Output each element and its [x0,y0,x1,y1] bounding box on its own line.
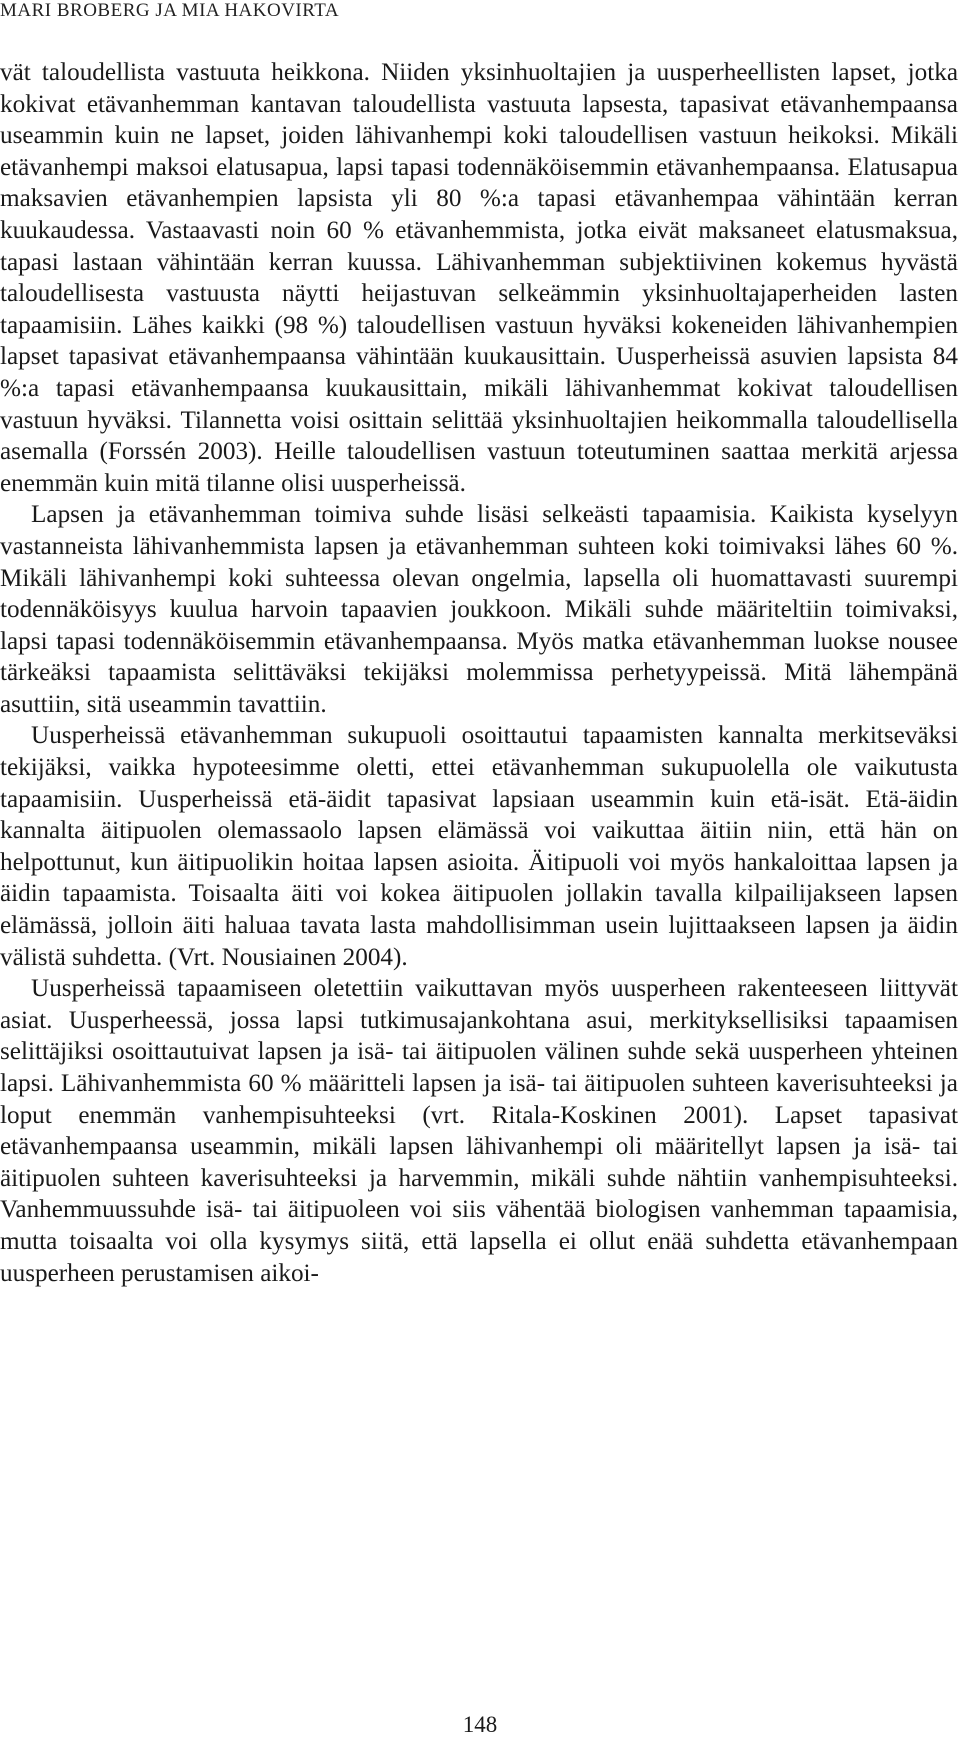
paragraph-3: Uusperheissä etävanhemman sukupuoli osoittautui tapaamisten kannalta merkitseväksi tekijäksi, vaikka hypoteesimme oletti, ettei etävanhemman sukupuolella ole vaikutusta tapaamisiin. Uusperheissä etä-äidit tapasivat lapsiaan useammin kuin etä-isät. Etä-äidin kannalta äitipuolen olemassaolo lapsen elämässä voi vaikuttaa äitiin niin, että hän on helpottunut, kun äitipuolikin hoitaa lapsen asioita. Äitipuoli voi myös hankaloittaa lapsen ja äidin tapaamista. Toisaalta äiti voi kokea äitipuolen jollakin tavalla kilpailijakseen lapsen elämässä, jolloin äiti haluaa tavata lasta mahdollisimman usein lujittaakseen lapsen ja äidin välistä suhdetta. (Vrt. Nousiainen 2004). [0,722,958,971]
page-number: 148 [462,1712,498,1737]
paragraph-4: Uusperheissä tapaamiseen oletettiin vaikuttavan myös uusperheen rakenteeseen liittyvät asiat. Uusperheessä, jossa lapsi tutkimusajankohtana asui, merkityksellisiksi tapaamisen selittäjiksi osoittautuivat lapsen ja isä- tai äitipuolen välinen suhde sekä uusperheen yhteinen lapsi. Lähivanhemmista 60 % määritteli lapsen ja isä- tai äitipuolen suhteen kaverisuhteeksi ja loput enemmän vanhempisuhteeksi (vrt. Ritala-Koskinen 2001). Lapset tapasivat etävanhempaansa useammin, mikäli lapsen lähivanhempi oli määritellyt lapsen ja isä- tai äitipuolen suhteen kaverisuhteeksi ja harvemmin, mikäli suhde nähtiin vanhempisuhteeksi. Vanhemmuussuhde isä- tai äitipuoleen voi siis vähentää biologisen vanhemman tapaamisia, mutta toisaalta voi olla kysymys siitä, että lapsella ei ollut enää suhdetta etävanhempaan uusperheen perustamisen aikoi- [0,975,958,1287]
paragraph-1: vät taloudellista vastuuta heikkona. Niiden yksinhuoltajien ja uusperheellisten lapset, jotka kokivat etävanhemman kantavan taloudellista vastuuta lapsesta, tapasivat etävanhempaansa useammin kuin ne lapset, joiden lähivanhempi koki taloudellisen vastuun heikoksi. Mikäli etävanhempi maksoi elatusapua, lapsi tapasi todennäköisemmin etävanhempaansa. Elatusapua maksavien etävanhempien lapsista yli 80 %:a tapasi etävanhempaa vähintään kerran kuukaudessa. Vastaavasti noin 60 % etävanhemmista, jotka eivät maksaneet elatusmaksua, tapasi lastaan vähintään kerran kuussa. Lähivanhemman subjektiivinen kokemus hyvästä taloudellisesta vastuusta näytti heijastuvan selkeämmin yksinhuoltajaperheiden lasten tapaamisiin. Lähes kaikki (98 %) taloudellisen vastuun hyväksi kokeneiden lähivanhempien lapset tapasivat etävanhempaansa vähintään kuukausittain. Uusperheissä asuvien lapsista 84 %:a tapasi etävanhempaansa kuukausittain, mikäli lähivanhemmat kokivat taloudellisen vastuun hyväksi. Tilannetta voisi osittain selittää yksinhuoltajien heikommalla taloudellisella asemalla (Forssén 2003). Heille taloudellisen vastuun toteutuminen saattaa merkitä arjessa enemmän kuin mitä tilanne olisi uusperheissä. [0,59,958,497]
running-header: MARI BROBERG JA MIA HAKOVIRTA [0,0,340,21]
paragraph-2: Lapsen ja etävanhemman toimiva suhde lisäsi selkeästi tapaamisia. Kaikista kyselyyn vastanneista lähivanhemmista lapsen ja etävanhemman suhteen koki toimivaksi lähes 60 %. Mikäli lähivanhempi koki suhteessa olevan ongelmia, lapsella oli huomattavasti suurempi todennäköisyys kuulua harvoin tapaavien joukkoon. Mikäli suhde määriteltiin toimivaksi, lapsi tapasi todennäköisemmin etävanhempaansa. Myös matka etävanhemman luokse nousee tärkeäksi tapaamista selittäväksi tekijäksi molemmissa perhetyypeissä. Mitä lähempänä asuttiin, sitä useammin tavattiin. [0,501,958,718]
body-text [0,57,958,1289]
